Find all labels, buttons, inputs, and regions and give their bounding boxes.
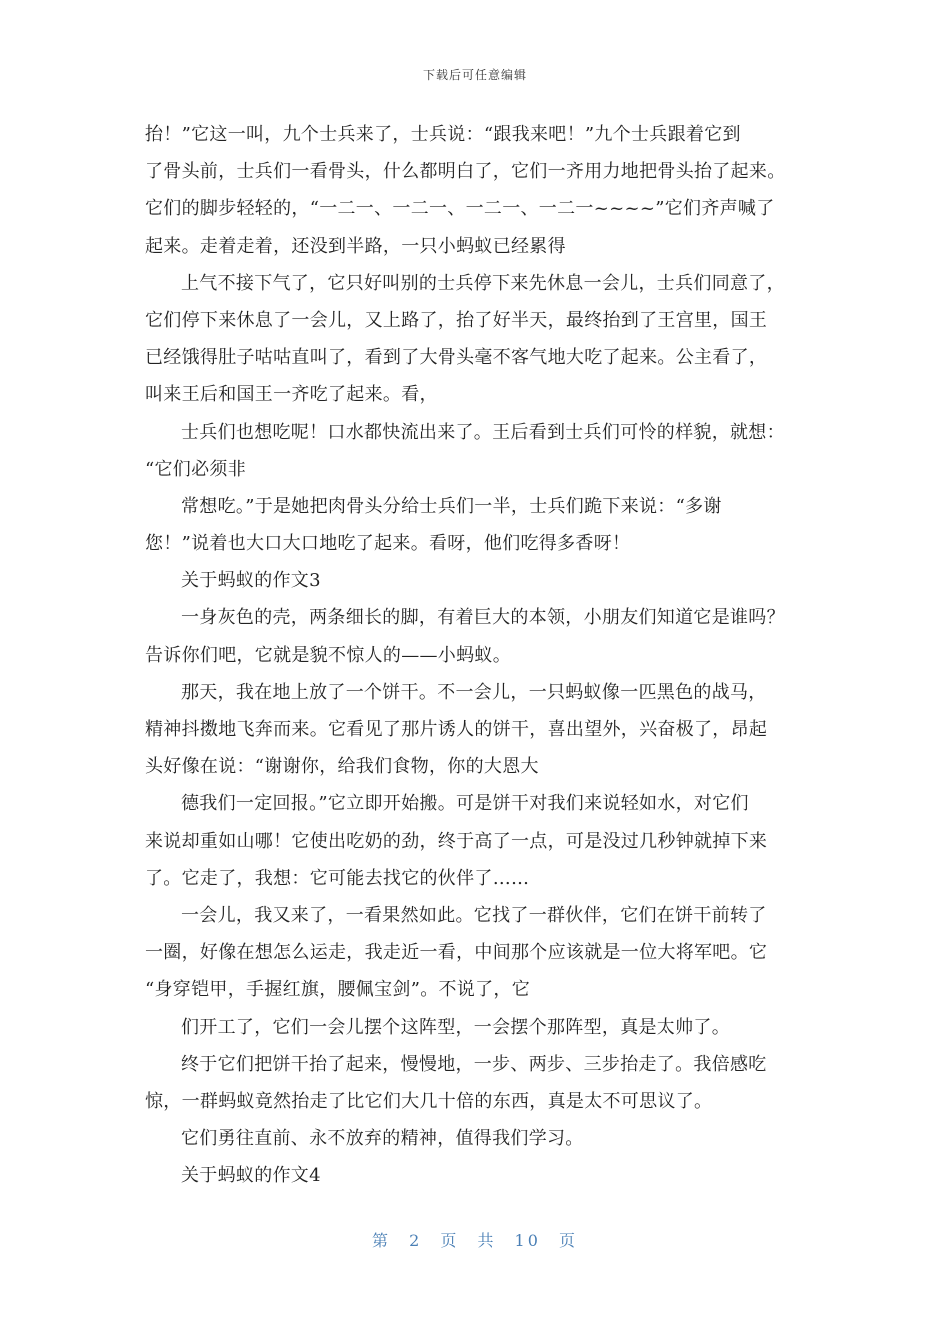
text-line: 来说却重如山哪！它使出吃奶的劲，终于高了一点，可是没过几秒钟就掉下来 bbox=[145, 830, 768, 852]
text-line: “它们必须非 bbox=[145, 458, 247, 480]
text-line: 了。它走了，我想：它可能去找它的伙伴了…… bbox=[145, 867, 530, 889]
text-line: 士兵们也想吃呢！口水都快流出来了。王后看到士兵们可怜的样貌，就想： bbox=[181, 421, 785, 443]
text-line: 关于蚂蚁的作文4 bbox=[181, 1165, 321, 1187]
document-body bbox=[145, 116, 817, 1194]
text-line: 们开工了，它们一会儿摆个这阵型，一会摆个那阵型，真是太帅了。 bbox=[181, 1016, 730, 1038]
text-line: 头好像在说：“谢谢你，给我们食物，你的大恩大 bbox=[145, 756, 539, 778]
page-header: 下载后可任意编辑 bbox=[422, 68, 527, 82]
text-line: 它们的脚步轻轻的，“一二一、一二一、一二一、一二一~~~~”它们齐声喊了 bbox=[145, 198, 775, 220]
text-line: 起来。走着走着，还没到半路，一只小蚂蚁已经累得 bbox=[145, 235, 566, 257]
text-line: 常想吃。”于是她把肉骨头分给士兵们一半，士兵们跪下来说：“多谢 bbox=[181, 495, 722, 517]
text-line: 一会儿，我又来了，一看果然如此。它找了一群伙伴，它们在饼干前转了 bbox=[181, 904, 767, 926]
text-line: 您！”说着也大口大口地吃了起来。看呀，他们吃得多香呀！ bbox=[145, 533, 631, 555]
text-line: 德我们一定回报。”它立即开始搬。可是饼干对我们来说轻如水，对它们 bbox=[181, 793, 749, 815]
text-line: 一身灰色的壳，两条细长的脚，有着巨大的本领，小朋友们知道它是谁吗？ bbox=[181, 607, 785, 629]
text-line: 已经饿得肚子咕咕直叫了，看到了大骨头毫不客气地大吃了起来。公主看了， bbox=[145, 347, 768, 369]
text-line: 告诉你们吧，它就是貌不惊人的——小蚂蚁。 bbox=[145, 644, 511, 666]
text-line: 精神抖擞地飞奔而来。它看见了那片诱人的饼干，喜出望外，兴奋极了，昂起 bbox=[145, 719, 768, 740]
text-line: 抬！”它这一叫，九个士兵来了，士兵说：“跟我来吧！”九个士兵跟着它到 bbox=[145, 124, 741, 145]
text-line: 一圈，好像在想怎么运走，我走近一看，中间那个应该就是一位大将军吧。它 bbox=[145, 942, 768, 964]
text-line: 上气不接下气了，它只好叫别的士兵停下来先休息一会儿，士兵们同意了， bbox=[181, 272, 785, 294]
text-line: 终于它们把饼干抬了起来，慢慢地，一步、两步、三步抬走了。我倍感吃 bbox=[181, 1053, 767, 1075]
text-line: “身穿铠甲，手握红旗，腰佩宝剑”。不说了，它 bbox=[145, 979, 531, 1001]
text-line: 它们勇往直前、永不放弃的精神，值得我们学习。 bbox=[181, 1128, 584, 1150]
text-line: 关于蚂蚁的作文3 bbox=[181, 570, 321, 592]
text-line: 了骨头前，士兵们一看骨头，什么都明白了，它们一齐用力地把骨头抬了起来。 bbox=[145, 161, 786, 183]
text-line: 惊，一群蚂蚁竟然抬走了比它们大几十倍的东西，真是太不可思议了。 bbox=[145, 1090, 713, 1112]
text-line: 它们停下来休息了一会儿，又上路了，抬了好半天，最终抬到了王宫里，国王 bbox=[145, 309, 768, 331]
page-footer: 第 2 页 共 10 页 bbox=[372, 1231, 578, 1250]
text-line: 那天，我在地上放了一个饼干。不一会儿，一只蚂蚁像一匹黑色的战马， bbox=[181, 681, 767, 703]
text-line: 叫来王后和国王一齐吃了起来。看， bbox=[145, 384, 438, 406]
